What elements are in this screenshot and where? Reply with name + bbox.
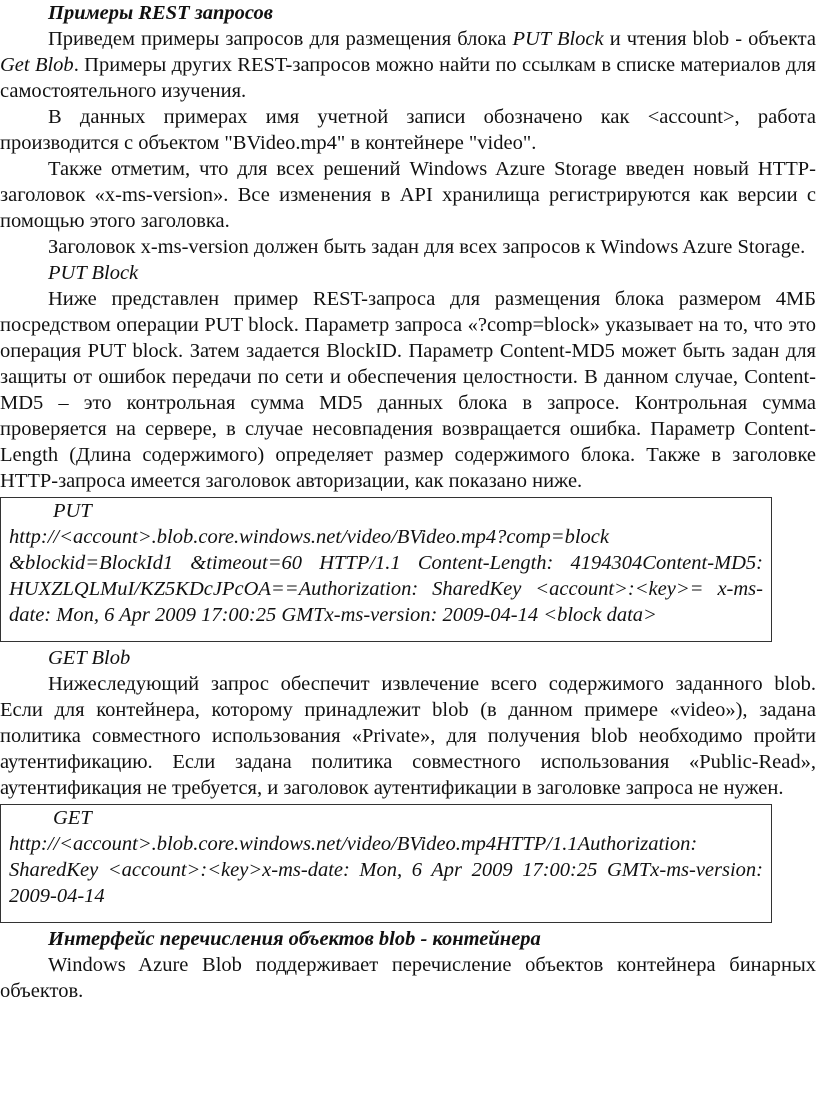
section-heading-blob-listing: Интерфейс перечисления объектов blob - контейнера	[48, 928, 541, 950]
code-box-get	[0, 804, 772, 923]
subheading-put-block: PUT Block	[48, 262, 139, 284]
paragraph-put-block: Ниже представлен пример REST-запроса для размещения блока размером 4МБ посредством операции PUT block. Параметр запроса «?comp=block» указывает на то, что это операция PUT block. Затем задается BlockID. Параметр Content-MD5 может быть задан для защиты от ошибок передачи по сети и обеспечения целостности. В данном случае, Content-MD5 – это контрольная сумма MD5 данных блока в запросе. Контрольная сумма проверяется на сервере, в случае несовпадения возвращается ошибка. Параметр Content-Length (Длина содержимого) определяет размер содержимого блока. Также в заголовке HTTP-запроса имеется заголовок авторизации, как показано ниже.	[0, 288, 816, 492]
paragraph-version-header: Также отметим, что для всех решений Windows Azure Storage введен новый HTTP-заголовок «x-ms-version». Все изменения в API хранилища регистрируются как версии с помощью этого заголовка.	[0, 158, 816, 232]
intro-text-c: . Примеры других REST-запросов можно найти по ссылкам в списке материалов для самостоятельного изучения.	[0, 54, 816, 102]
section-heading-rest-examples: Примеры REST запросов	[48, 2, 273, 24]
code-put-body: http://<account>.blob.core.windows.net/video/BVideo.mp4?comp=block &blockid=BlockId1 &timeout=60 HTTP/1.1 Content-Length: 4194304Content-MD5: HUXZLQLMuI/KZ5KDcJPcOA==Authorization: SharedKey <account>:<key>= x-ms-date: Mon, 6 Apr 2009 17:00:25 GMTx-ms-version: 2009-04-14 <block data>	[9, 526, 763, 626]
code-get-body: http://<account>.blob.core.windows.net/video/BVideo.mp4HTTP/1.1Authorization: SharedKey <account>:<key>x-ms-date: Mon, 6 Apr 2009 17:00:25 GMTx-ms-version: 2009-04-14	[9, 833, 763, 907]
intro-text-a: Приведем примеры запросов для размещения блока	[48, 28, 513, 50]
paragraph-get-blob: Нижеследующий запрос обеспечит извлечение всего содержимого заданного blob. Если для контейнера, которому принадлежит blob (в данном примере «video»), задана политика совместного использования «Private», для получения blob необходимо пройти аутентификацию. Если задана политика совместного использования «Public-Read», аутентификация не требуется, и заголовок аутентификации в заголовке запроса не нужен.	[0, 673, 816, 799]
code-box-put	[0, 497, 772, 642]
code-put-method: PUT	[53, 500, 92, 522]
subheading-get-blob: GET Blob	[48, 647, 131, 669]
intro-put-block: PUT Block	[512, 28, 604, 50]
paragraph-account: В данных примерах имя учетной записи обозначено как <account>, работа производится с объектом "BVideo.mp4" в контейнере "video".	[0, 106, 816, 154]
intro-get-blob: Get Blob	[0, 54, 74, 76]
intro-text-b: и чтения blob - объекта	[603, 28, 816, 50]
paragraph-blob-listing: Windows Azure Blob поддерживает перечисление объектов контейнера бинарных объектов.	[0, 954, 816, 1002]
paragraph-intro	[0, 26, 816, 104]
paragraph-version-required: Заголовок x-ms-version должен быть задан для всех запросов к Windows Azure Storage.	[48, 236, 806, 258]
code-get-method: GET	[53, 807, 92, 829]
